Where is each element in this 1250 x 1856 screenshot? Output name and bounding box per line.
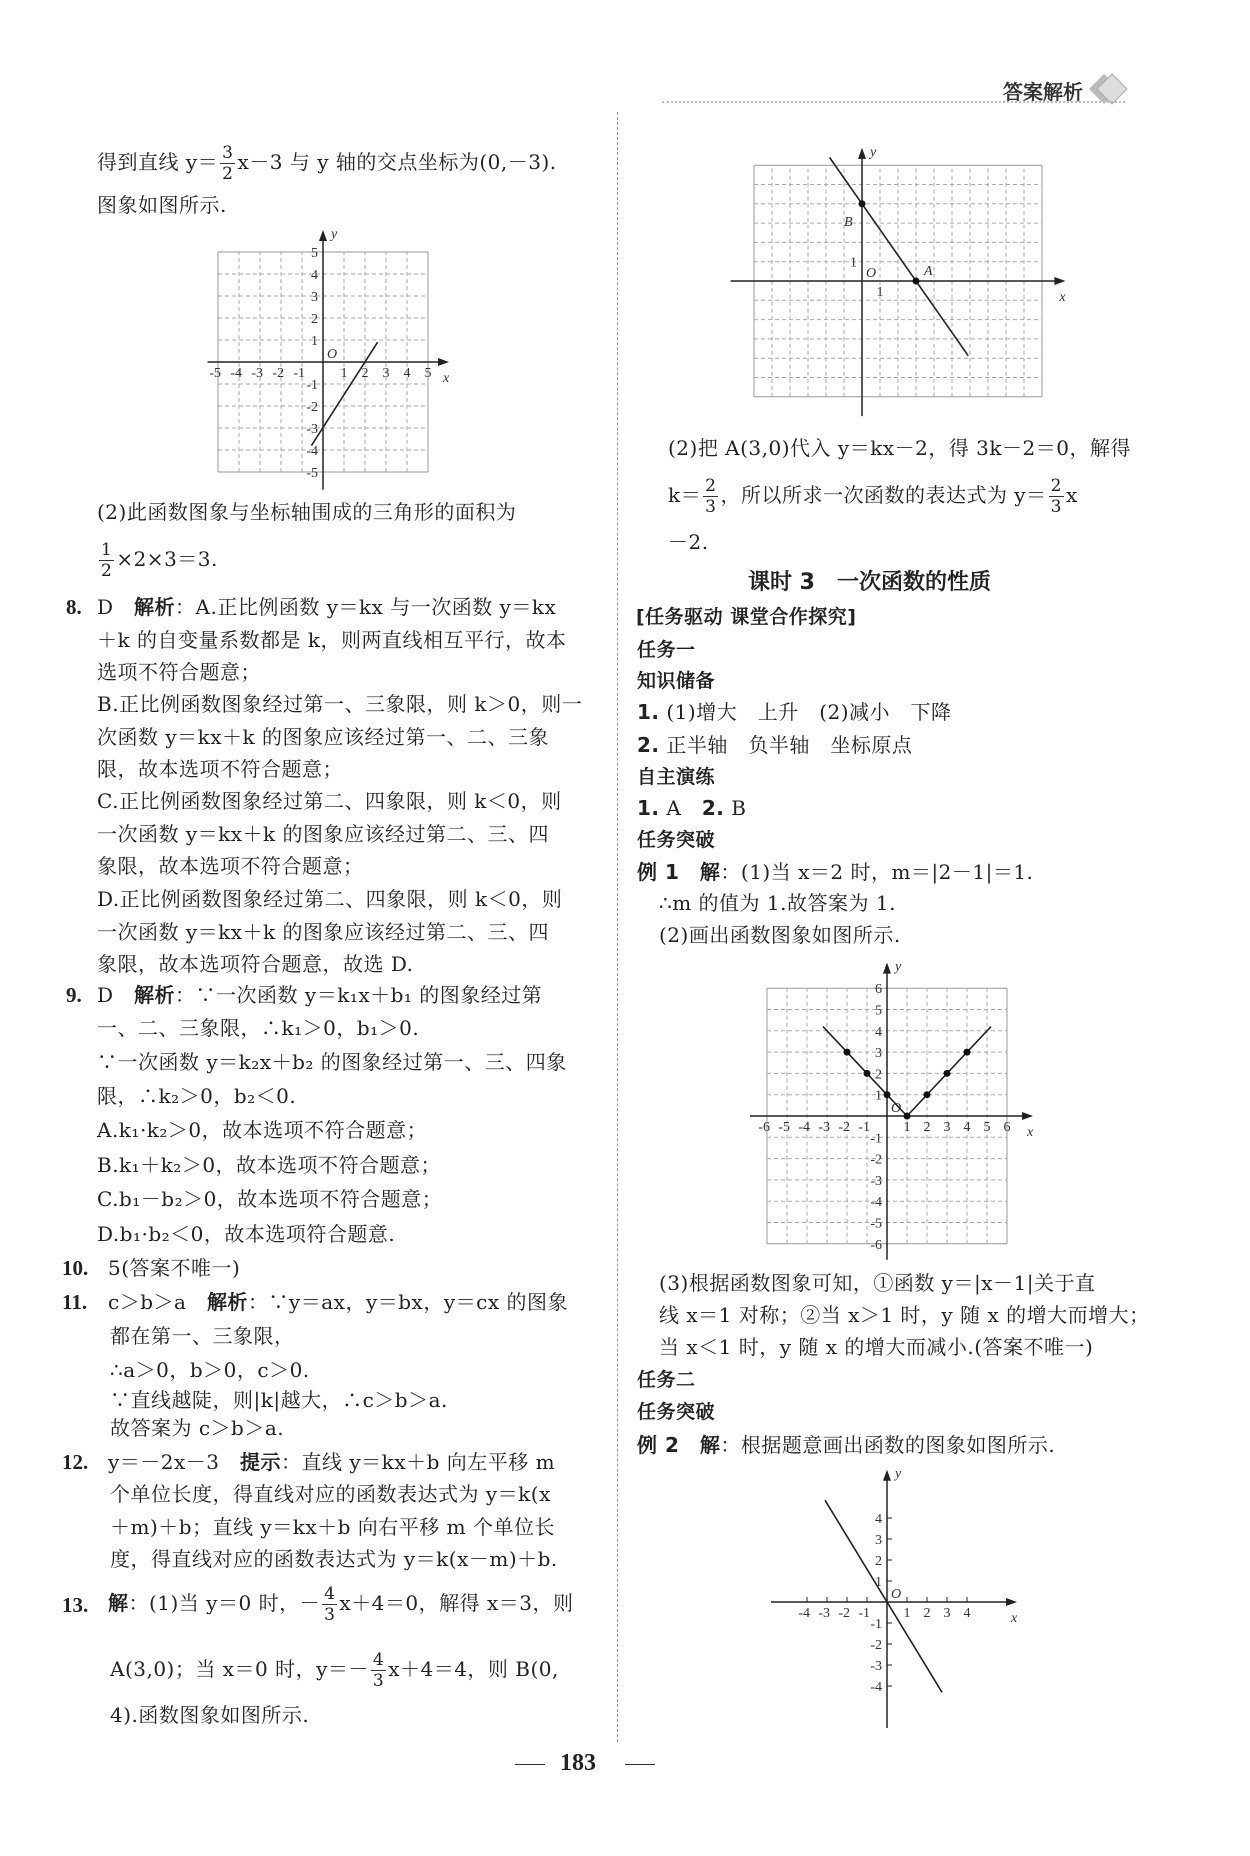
y-axis-label: y: [895, 959, 902, 975]
y-tick-label: 2: [875, 1067, 882, 1083]
data-point: [964, 1049, 971, 1056]
running-header: 答案解析: [1003, 80, 1083, 104]
function-line: [825, 1500, 942, 1692]
y-tick-label: 1: [875, 1575, 882, 1590]
question-number: 9.: [66, 983, 82, 1007]
text-line: B.正比例函数图象经过第一、三象限，则 k＞0，则一: [97, 692, 583, 716]
x-axis-arrow-icon: [1022, 1112, 1033, 1120]
x-tick-label: 3: [943, 1606, 951, 1621]
subheading: 任务突破: [637, 1401, 716, 1423]
x-tick-label: 3: [943, 1120, 951, 1135]
data-point: [859, 200, 866, 207]
coordinate-graph: [731, 145, 1067, 416]
text-line: 一次函数 y＝kx＋k 的图象应该经过第二、三、四: [97, 920, 550, 944]
coordinate-graph: [771, 1467, 1018, 1728]
text-line: ＋m)＋b；直线 y＝kx＋b 向右平移 m 个单位长: [110, 1515, 555, 1539]
y-tick-label: -1: [870, 1131, 882, 1147]
text-line: 一、二、三象限，∴k₁＞0，b₁＞0.: [97, 1016, 420, 1040]
x-tick-label: -1: [293, 366, 305, 381]
x-tick-label: 3: [382, 366, 390, 381]
question-number: 11.: [62, 1290, 88, 1314]
x-tick-label: -4: [230, 366, 242, 381]
y-tick-label: 3: [875, 1046, 882, 1062]
x-tick-label: -5: [778, 1120, 790, 1135]
x-tick-label: 2: [923, 1120, 931, 1135]
data-point: [884, 1091, 891, 1098]
text-line: 得到直线 y＝ $\frac{3}{2}$ x－3 与 y 轴的交点坐标为(0,－3).: [97, 143, 557, 184]
x-axis-label: x: [443, 371, 450, 386]
text-line: 一次函数 y＝kx＋k 的图象应该经过第二、三、四: [97, 822, 550, 846]
text-line: 象限，故本选项符合题意，故选 D.: [97, 952, 414, 976]
y-tick-label: 5: [311, 246, 318, 261]
y-axis-label: y: [331, 227, 338, 242]
y-tick-label: -3: [870, 1659, 882, 1674]
list-item: 2. 正半轴 负半轴 坐标原点: [637, 733, 913, 757]
answer-line: D 解析：∵一次函数 y＝k₁x＋b₁ 的图象经过第: [97, 983, 543, 1007]
y-tick-label: 1: [850, 255, 857, 271]
y-tick-label: -2: [306, 400, 318, 415]
y-tick-label: 5: [875, 1003, 882, 1019]
x-tick-label: -3: [818, 1606, 830, 1621]
subheading: 自主演练: [637, 766, 716, 788]
list-item: 1. (1)增大 上升 (2)减小 下降: [637, 700, 952, 724]
y-tick-label: -3: [306, 422, 318, 437]
answer-line: 解：(1)当 y＝0 时，－ $\frac{4}{3}$ x＋4＝0，解得 x＝3，则: [108, 1584, 574, 1625]
text-line: 故答案为 c＞b＞a.: [110, 1416, 285, 1440]
x-tick-label: 5: [424, 366, 432, 381]
x-tick-label: 2: [923, 1606, 931, 1621]
text-line: 都在第一、三象限，: [110, 1324, 295, 1348]
y-tick-label: 1: [875, 1088, 882, 1104]
x-tick-label: 4: [403, 366, 411, 381]
text-line: ∴m 的值为 1.故答案为 1.: [659, 891, 896, 915]
data-point: [904, 1113, 911, 1120]
y-tick-label: 6: [875, 982, 882, 998]
x-tick-label: 1: [876, 285, 884, 300]
x-axis-label: x: [1011, 1611, 1018, 1626]
section-bracket: [任务驱动 课堂合作探究]: [636, 606, 857, 628]
x-tick-label: -3: [818, 1120, 830, 1135]
x-axis-arrow-icon: [438, 358, 449, 366]
x-tick-label: 4: [963, 1606, 971, 1621]
data-point: [844, 1049, 851, 1056]
text-line: 限，∴k₂＞0，b₂＜0.: [97, 1084, 297, 1108]
text-line: A.k₁·k₂＞0，故本选项不符合题意；: [97, 1118, 428, 1142]
x-tick-label: 1: [340, 366, 348, 381]
y-axis-label: y: [895, 1466, 902, 1482]
subheading: 任务突破: [637, 829, 716, 851]
x-axis-label: x: [1059, 290, 1066, 305]
x-tick-label: 1: [903, 1606, 911, 1621]
y-tick-label: -4: [306, 444, 318, 459]
text-line: 象限，故本选项不符合题意；: [97, 854, 364, 878]
origin-label: O: [866, 266, 877, 281]
y-tick-label: 4: [875, 1024, 882, 1040]
text-line: ∵直线越陡，则|k|越大，∴c＞b＞a.: [110, 1388, 448, 1412]
coordinate-graph: [750, 960, 1034, 1260]
x-tick-label: -5: [209, 366, 221, 381]
fraction: $\frac{1}{2}$: [101, 540, 113, 581]
y-tick-label: -1: [306, 378, 318, 393]
y-axis-arrow-icon: [319, 230, 327, 241]
text-line: 限，故本选项不符合题意；: [97, 757, 343, 781]
x-tick-label: -6: [758, 1120, 770, 1135]
data-point: [924, 1091, 931, 1098]
question-number: 12.: [62, 1450, 89, 1474]
fraction: $\frac{2}{3}$: [1050, 476, 1062, 517]
data-point: [864, 1070, 871, 1077]
y-tick-label: 2: [311, 312, 318, 327]
answer-line: D 解析：A.正比例函数 y＝kx 与一次函数 y＝kx: [97, 595, 557, 619]
text-line: 个单位长度，得直线对应的函数表达式为 y＝k(x: [110, 1482, 551, 1506]
x-tick-label: -1: [858, 1606, 870, 1621]
text-line: k＝ $\frac{2}{3}$ ，所以所求一次函数的表达式为 y＝ $\frac{2}{3}$ x: [668, 476, 1078, 517]
x-tick-label: -1: [858, 1120, 870, 1135]
y-tick-label: -3: [870, 1173, 882, 1189]
question-number: 8.: [66, 595, 82, 619]
subheading: 任务一: [637, 639, 696, 661]
data-point: [944, 1070, 951, 1077]
text-line: 线 x＝1 对称；②当 x＞1 时，y 随 x 的增大而增大；: [659, 1303, 1150, 1327]
x-tick-label: 6: [1003, 1120, 1011, 1135]
answer-line: y＝－2x－3 提示：直线 y＝kx＋b 向左平移 m: [108, 1450, 556, 1474]
point-label: A: [924, 264, 933, 279]
page-number: 183: [560, 1750, 596, 1776]
text-line: B.k₁＋k₂＞0，故本选项不符合题意；: [97, 1153, 442, 1177]
text-line: A(3,0)；当 x＝0 时，y＝－ $\frac{4}{3}$ x＋4＝4，则 B(0,: [110, 1650, 559, 1691]
y-tick-label: -5: [306, 466, 318, 481]
x-axis-arrow-icon: [1054, 277, 1065, 285]
text-line: (3)根据函数图象可知，①函数 y＝|x－1|关于直: [659, 1271, 1096, 1295]
subheading: 知识储备: [637, 670, 716, 692]
y-tick-label: 3: [875, 1533, 882, 1548]
y-tick-label: 1: [311, 334, 318, 349]
subheading: 任务二: [637, 1369, 696, 1391]
text-line: 当 x＜1 时，y 随 x 的增大而减小.(答案不唯一): [659, 1335, 1094, 1359]
text-line: (2)此函数图象与坐标轴围成的三角形的面积为: [97, 500, 517, 524]
text-line: D.正比例函数图象经过第二、四象限，则 k＜0，则: [97, 887, 563, 911]
section-title: 课时 3 一次函数的性质: [748, 570, 991, 595]
y-tick-label: 3: [311, 290, 318, 305]
question-number: 10.: [62, 1256, 89, 1280]
y-axis-arrow-icon: [883, 963, 891, 974]
example-line: 例 2 解：根据题意画出函数的图象如图所示.: [637, 1433, 1056, 1457]
x-tick-label: -2: [838, 1120, 850, 1135]
y-tick-label: 4: [875, 1512, 882, 1527]
text-line: ∵一次函数 y＝k₂x＋b₂ 的图象经过第一、三、四象: [97, 1050, 567, 1074]
text-line: 图象如图所示.: [97, 193, 227, 217]
origin-label: O: [327, 347, 338, 362]
fraction: $\frac{2}{3}$: [705, 476, 717, 517]
fraction: $\frac{4}{3}$: [324, 1584, 336, 1625]
question-number: 13.: [62, 1593, 89, 1617]
x-tick-label: -2: [838, 1606, 850, 1621]
x-axis-label: x: [1027, 1125, 1034, 1140]
x-tick-label: -2: [272, 366, 284, 381]
text-line: 度，得直线对应的函数表达式为 y＝k(x－m)＋b.: [110, 1547, 558, 1571]
point-label: B: [844, 214, 853, 230]
text-line: 次函数 y＝kx＋k 的图象应该经过第一、二、三象: [97, 725, 550, 749]
example-line: 例 1 解：(1)当 x＝2 时，m＝|2－1|＝1.: [637, 860, 1034, 884]
text-line: D.b₁·b₂＜0，故本选项符合题意.: [97, 1222, 396, 1246]
x-tick-label: -3: [251, 366, 263, 381]
text-line: 选项不符合题意；: [97, 660, 261, 684]
coordinate-graph: [208, 227, 451, 490]
text-line: (2)把 A(3,0)代入 y＝kx－2，得 3k－2＝0，解得: [668, 436, 1131, 460]
data-point: [913, 278, 920, 285]
y-tick-label: -1: [870, 1617, 882, 1632]
y-axis-arrow-icon: [883, 1470, 891, 1481]
text-line: (2)画出函数图象如图所示.: [659, 923, 901, 947]
x-tick-label: 4: [963, 1120, 971, 1135]
y-tick-label: -2: [870, 1638, 882, 1653]
list-item: 1. A 2. B: [637, 796, 747, 820]
text-line: $\frac{1}{2}$ ×2×3＝3.: [101, 540, 218, 581]
y-tick-label: -2: [870, 1152, 882, 1168]
text-line: ∴a＞0，b＞0，c＞0.: [110, 1358, 310, 1382]
y-tick-label: -6: [870, 1237, 882, 1253]
x-tick-label: 5: [983, 1120, 991, 1135]
y-axis-arrow-icon: [858, 148, 866, 159]
y-tick-label: -4: [870, 1195, 882, 1211]
answer-line: 5(答案不唯一): [108, 1256, 241, 1280]
x-tick-label: 2: [361, 366, 369, 381]
y-axis-label: y: [870, 144, 877, 160]
x-axis-arrow-icon: [1006, 1598, 1017, 1606]
fraction: $\frac{3}{2}$: [222, 143, 234, 184]
answer-line: c＞b＞a 解析：∵y＝ax，y＝bx，y＝cx 的图象: [108, 1290, 568, 1314]
y-tick-label: 2: [875, 1554, 882, 1569]
x-tick-label: 1: [903, 1120, 911, 1135]
text-line: －2.: [668, 530, 709, 554]
origin-label: O: [891, 1587, 902, 1602]
text-line: C.b₁－b₂＞0，故本选项不符合题意；: [97, 1187, 443, 1211]
y-tick-label: 4: [311, 268, 318, 283]
fraction: $\frac{4}{3}$: [372, 1650, 385, 1691]
text-line: 4).函数图象如图所示.: [110, 1703, 310, 1727]
origin-label: O: [891, 1101, 902, 1116]
function-line: [311, 342, 377, 445]
y-tick-label: -4: [870, 1680, 882, 1695]
x-tick-label: -4: [798, 1606, 810, 1621]
x-tick-label: -4: [798, 1120, 810, 1135]
y-tick-label: -5: [870, 1216, 882, 1232]
text-line: ＋k 的自变量系数都是 k，则两直线相互平行，故本: [97, 628, 567, 652]
text-line: C.正比例函数图象经过第二、四象限，则 k＜0，则: [97, 789, 562, 813]
